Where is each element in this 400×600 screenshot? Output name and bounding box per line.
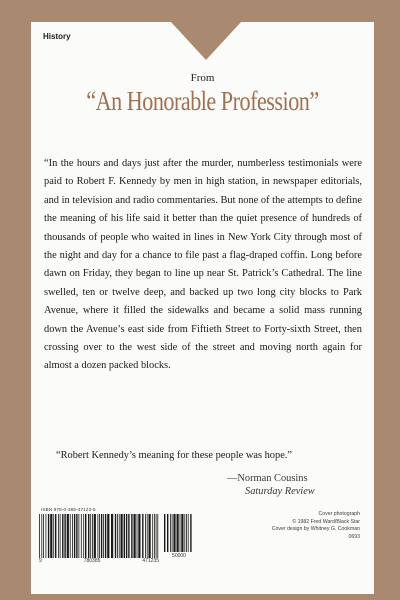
barcode-bar bbox=[131, 514, 132, 558]
barcode-bar bbox=[94, 514, 96, 558]
cover-credits bbox=[220, 511, 360, 541]
barcode-addon bbox=[164, 514, 194, 552]
barcode-bar bbox=[157, 514, 158, 558]
barcode-main bbox=[39, 514, 159, 558]
barcode-bar bbox=[152, 514, 153, 558]
barcode-bar bbox=[62, 514, 63, 558]
barcode-bar bbox=[58, 514, 59, 558]
barcode-bar bbox=[188, 514, 189, 552]
barcode-bar bbox=[137, 514, 138, 558]
barcode-bar bbox=[138, 514, 140, 558]
barcode-bar bbox=[99, 514, 100, 558]
credit-line: 0693 bbox=[348, 533, 360, 540]
barcode-bar bbox=[43, 514, 44, 558]
attribution bbox=[227, 472, 315, 498]
barcode-bar bbox=[170, 514, 171, 552]
barcode-bar bbox=[124, 514, 125, 558]
barcode-bar bbox=[70, 514, 71, 558]
book-title: “An Honorable Profession” bbox=[86, 86, 319, 116]
barcode-bar bbox=[101, 514, 102, 558]
isbn-text: ISBN 978-0-385-47123-5 bbox=[41, 507, 96, 512]
notch-ornament bbox=[171, 22, 241, 60]
barcode-digit-prefix: 9 bbox=[39, 558, 42, 564]
barcode-bar bbox=[72, 514, 73, 558]
excerpt-paragraph: “In the hours and days just after the murder, numberless testimonials were paid to Robert F. Kennedy by men in high station, in newspaper editorials, and in television and radio commentaries. But none of the attempts to define the meaning of his life said it better than the quiet presence of hundreds of thousands of people who waited in lines in New York City through most of the night and day for a chance to file past a flag-draped coffin. Long before dawn on Friday, they began to line up near St. Patrick’s Cathedral. The line swelled, ten or twelve deep, and backed up two long city blocks to Park Avenue, where it filled the sidewalks and became a solid mass running down the Avenue’s east side from Fiftieth Street to Forty-sixth Street, then crossing over to the west side of the street and moving north again for almost a dozen packed blocks. bbox=[44, 158, 362, 372]
cover-panel bbox=[31, 22, 374, 594]
barcode-bar bbox=[88, 514, 89, 558]
barcode-bar bbox=[134, 514, 136, 558]
barcode-bar bbox=[46, 514, 47, 558]
barcode-bar bbox=[50, 514, 52, 558]
barcode-bar bbox=[181, 514, 183, 552]
barcode-digits bbox=[39, 558, 159, 564]
barcode-bar bbox=[119, 514, 120, 558]
excerpt-text bbox=[44, 155, 362, 376]
barcode-bar bbox=[55, 514, 56, 558]
barcode-bar bbox=[172, 514, 173, 552]
barcode-bar bbox=[180, 514, 181, 552]
barcode-bar bbox=[41, 514, 42, 558]
barcode-bar bbox=[117, 514, 118, 558]
barcode-digit-right: 471235 bbox=[142, 558, 159, 564]
barcode-bar bbox=[67, 514, 69, 558]
barcode-bar bbox=[142, 514, 143, 558]
attribution-publication: Saturday Review bbox=[245, 486, 315, 497]
barcode-bar bbox=[92, 514, 93, 558]
barcode-bar bbox=[167, 514, 168, 552]
barcode-bar bbox=[83, 514, 84, 558]
barcode-bar bbox=[90, 514, 91, 558]
barcode-bar bbox=[154, 514, 155, 558]
barcode-bar bbox=[121, 514, 123, 558]
barcode-bar bbox=[147, 514, 148, 558]
barcode-bar bbox=[107, 514, 109, 558]
credit-line: © 1982 Fred Ward/Black Star bbox=[292, 518, 360, 525]
barcode-bar bbox=[103, 514, 104, 558]
barcode-bar bbox=[126, 514, 127, 558]
barcode-bar bbox=[85, 514, 86, 558]
barcode-bar bbox=[145, 514, 146, 558]
barcode-bar bbox=[115, 514, 116, 558]
barcode-addon-digits: 50000 bbox=[172, 553, 186, 559]
barcode-bar bbox=[173, 514, 175, 552]
attribution-author: —Norman Cousins bbox=[227, 473, 308, 484]
barcode-bar bbox=[111, 514, 113, 558]
barcode-bar bbox=[81, 514, 82, 558]
barcode-bar bbox=[156, 514, 157, 558]
barcode-bar bbox=[186, 514, 187, 552]
barcode-bar bbox=[105, 514, 106, 558]
barcode-bar bbox=[184, 514, 185, 552]
barcode-bar bbox=[177, 514, 179, 552]
barcode-bar bbox=[53, 514, 54, 558]
barcode-bar bbox=[79, 514, 80, 558]
barcode-digit-left: 780385 bbox=[83, 558, 101, 564]
barcode-bar bbox=[39, 514, 40, 558]
barcode-bar bbox=[60, 514, 61, 558]
credit-line: Cover photograph bbox=[318, 511, 360, 517]
barcode-bar bbox=[128, 514, 129, 558]
from-label: From bbox=[190, 72, 215, 84]
closing-quote: “Robert Kennedy’s meaning for these people was hope.” bbox=[56, 450, 293, 461]
barcode-bar bbox=[74, 514, 75, 558]
barcode-bar bbox=[190, 514, 191, 552]
barcode-bar bbox=[164, 514, 165, 552]
barcode-bar bbox=[149, 514, 151, 558]
barcode-bar bbox=[64, 514, 65, 558]
genre-label: History bbox=[43, 32, 71, 41]
barcode-bar bbox=[48, 514, 49, 558]
barcode-bar bbox=[98, 514, 99, 558]
barcode-bar bbox=[76, 514, 77, 558]
credit-line: Cover design by Whitney G. Cookman bbox=[271, 526, 360, 533]
